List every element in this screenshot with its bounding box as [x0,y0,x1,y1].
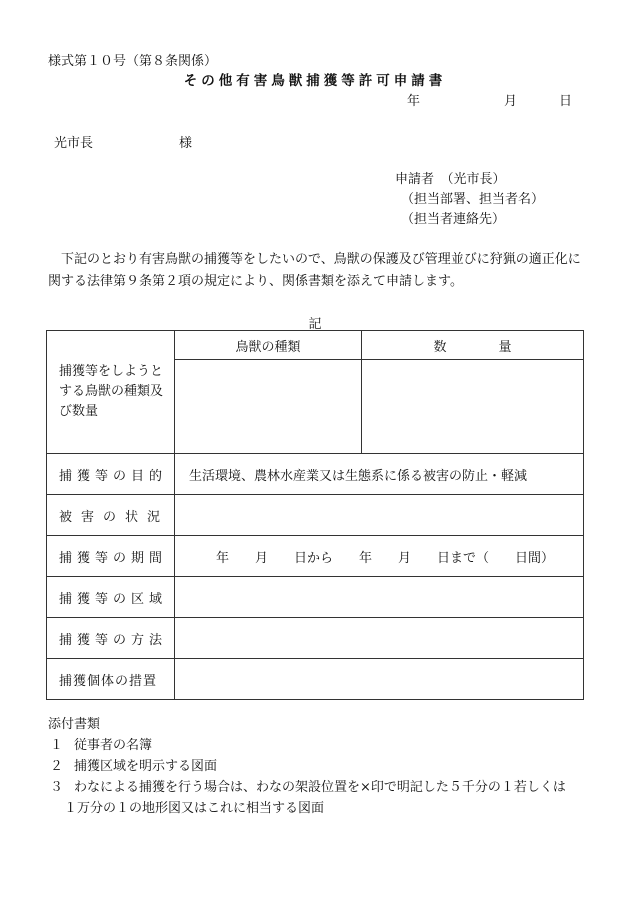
addressee [54,132,192,151]
date-day: 日 [558,94,572,109]
date-month: 月 [503,94,517,109]
attachment-item-2 [50,755,217,774]
attachment-item-1 [50,734,152,753]
disposal-field[interactable] [175,659,584,700]
application-table [46,330,584,700]
area-label: 捕獲等の区域 [47,577,175,618]
species-header: 鳥獣の種類 [175,331,362,360]
applicant-contact: （担当者連絡先） [401,212,506,227]
applicant-block [395,170,544,230]
species-field[interactable] [175,360,362,454]
addressee-name: 光市長 [54,136,94,151]
period-value[interactable]: 年 月 日から 年 月 日まで（ 日間） [175,536,584,577]
applicant-label: 申請者 （光市長） [395,172,506,187]
body-text: 下記のとおり有害鳥獣の捕獲等をしたいので、鳥獣の保護及び管理並びに狩猟の適正化に関する法律第９条第２項の規定により、関係書類を添えて申請します。 [48,252,581,289]
applicant-dept: （担当部署、担当者名） [401,192,545,207]
disposal-label: 捕獲個体の措置 [47,659,175,700]
attachment-num: ３ [50,780,64,795]
addressee-honorific: 様 [179,136,193,151]
species-label: 捕獲等をしようとする鳥獣の種類及び数量 [47,331,175,454]
date-line [407,90,572,109]
purpose-value: 生活環境、農林水産業又は生態系に係る被害の防止・軽減 [175,454,584,495]
attachment-item-3 [50,776,566,795]
attachment-item-3-continued: １万分の１の地形図又はこれに相当する図面 [64,801,325,816]
quantity-field[interactable] [362,360,584,454]
attachment-text: 捕獲区域を明示する図面 [74,759,218,774]
attachment-num: １ [50,738,64,753]
purpose-label: 捕獲等の目的 [47,454,175,495]
document-title: その他有害鳥獣捕獲等許可申請書 [183,73,447,89]
attachment-text: わなによる捕獲を行う場合は、わなの架設位置を×印で明記した５千分の１若しくは [74,780,566,795]
date-year: 年 [406,94,420,109]
method-label: 捕獲等の方法 [47,618,175,659]
form-number: 様式第１０号（第８条関係） [48,54,218,69]
quantity-header: 数 量 [362,331,584,360]
damage-label: 被害の状況 [47,495,175,536]
attachment-text: 従事者の名簿 [74,738,153,753]
period-label: 捕獲等の期間 [47,536,175,577]
attachment-num: ２ [50,759,64,774]
ki-heading: 記 [308,317,322,332]
area-field[interactable] [175,577,584,618]
method-field[interactable] [175,618,584,659]
damage-field[interactable] [175,495,584,536]
attachments-title: 添付書類 [48,717,101,732]
